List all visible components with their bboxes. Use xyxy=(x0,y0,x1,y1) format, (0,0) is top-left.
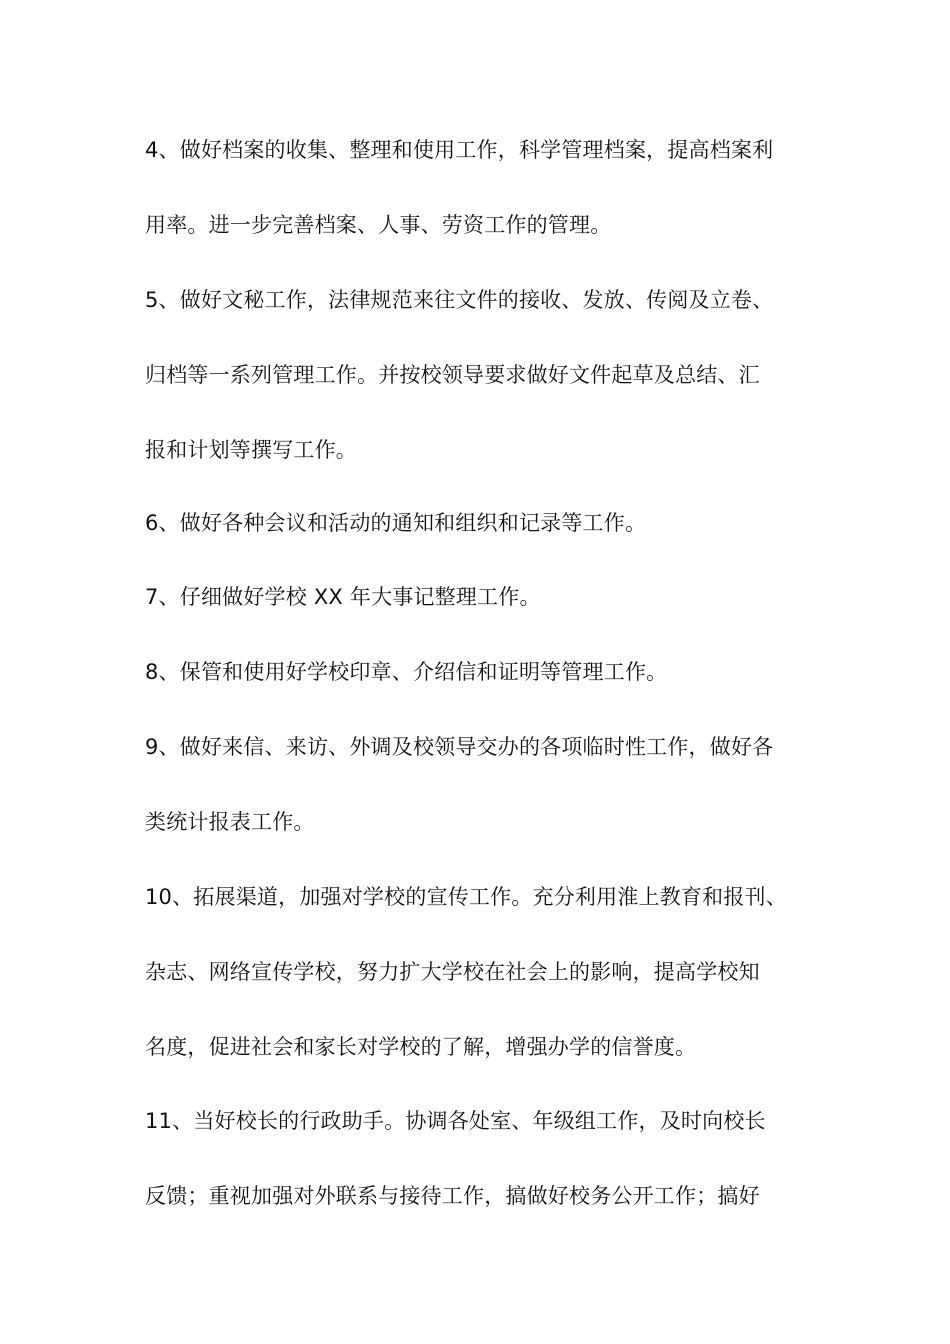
text-line: 5、做好文秘工作，法律规范来往文件的接收、发放、传阅及立卷、 xyxy=(145,288,774,312)
text-line: 10、拓展渠道，加强对学校的宣传工作。充分利用淮上教育和报刊、 xyxy=(145,885,787,909)
text-line: 4、做好档案的收集、整理和使用工作，科学管理档案，提高档案利 xyxy=(145,138,774,162)
text-line: 6、做好各种会议和活动的通知和组织和记录等工作。 xyxy=(145,511,647,535)
text-line: 杂志、网络宣传学校，努力扩大学校在社会上的影响，提高学校知 xyxy=(145,960,760,984)
text-line: 反馈；重视加强对外联系与接待工作，搞做好校务公开工作；搞好 xyxy=(145,1184,760,1208)
text-line: 8、保管和使用好学校印章、介绍信和证明等管理工作。 xyxy=(145,660,668,684)
text-line: 报和计划等撰写工作。 xyxy=(145,438,357,462)
text-line: 归档等一系列管理工作。并按校领导要求做好文件起草及总结、汇 xyxy=(145,363,760,387)
text-line: 用率。进一步完善档案、人事、劳资工作的管理。 xyxy=(145,213,612,237)
text-line: 名度，促进社会和家长对学校的了解，增强办学的信誉度。 xyxy=(145,1035,697,1059)
text-line: 11、当好校长的行政助手。协调各处室、年级组工作，及时向校长 xyxy=(145,1109,766,1133)
text-line: 类统计报表工作。 xyxy=(145,810,315,834)
text-line: 9、做好来信、来访、外调及校领导交办的各项临时性工作，做好各 xyxy=(145,735,774,759)
text-line: 7、仔细做好学校 XX 年大事记整理工作。 xyxy=(145,585,541,609)
